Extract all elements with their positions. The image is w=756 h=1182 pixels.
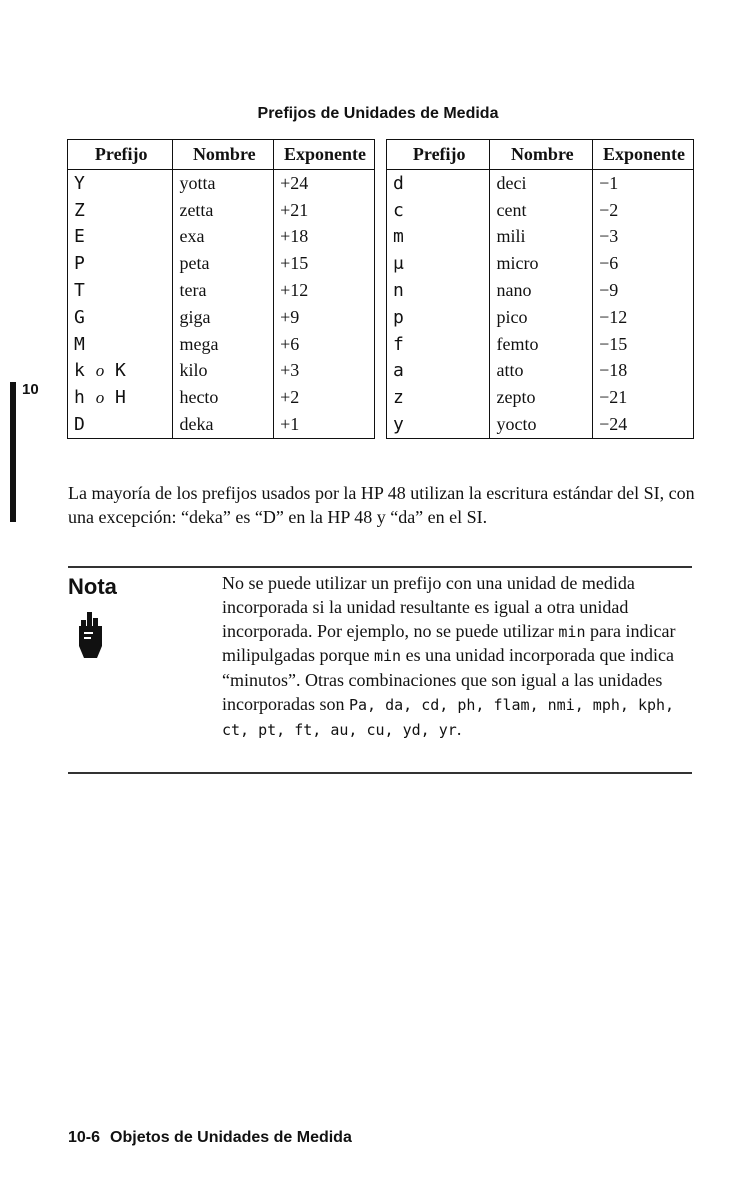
table-row [387,358,694,385]
exponent-cell: −12 [593,304,694,331]
prefix-cell [68,224,173,251]
prefix-cell [68,277,173,304]
prefix-cell [387,358,490,385]
table-row [68,170,375,197]
name-cell: peta [173,250,274,277]
header-exponent: Exponente [274,140,375,170]
prefix-table-positive [67,139,375,439]
prefix-cell [387,331,490,358]
body-paragraph: La mayoría de los prefijos usados por la HP 48 utilizan la escritura estándar del SI, con una excepción: “deka” es “D” en la HP 48 y “da” en el SI. [68,483,695,527]
table-row [68,224,375,251]
exponent-cell: −24 [593,411,694,438]
name-cell: deci [490,170,593,197]
prefix-symbol: k [74,360,85,382]
exponent-cell: −9 [593,277,694,304]
prefix-symbol: G [74,306,85,328]
header-exponent: Exponente [593,140,694,170]
note-text-1: No se puede utilizar un prefijo con una unidad de medida incorporada si la unidad resultante es igual a otra unidad incorporada. Por ejemplo, no se puede utilizar [222,573,635,641]
prefix-symbol: Y [74,172,85,194]
table-header-row [387,140,694,170]
page-footer [68,1129,352,1147]
table-row [387,250,694,277]
name-cell: atto [490,358,593,385]
exponent-cell: −6 [593,250,694,277]
prefix-symbol: μ [393,253,404,275]
name-cell: zepto [490,384,593,411]
exponent-cell: +3 [274,358,375,385]
footer-page-number: 10-6 [68,1129,101,1146]
prefix-or: o [95,361,105,381]
exponent-cell: −15 [593,331,694,358]
name-cell: nano [490,277,593,304]
note-text-2: para indicar milipulgadas porque [222,620,676,666]
prefix-cell [68,250,173,277]
chapter-number: 10 [22,381,39,398]
footer-section-title: Objetos de Unidades de Medida [110,1129,352,1146]
exponent-cell: +18 [274,224,375,251]
name-cell: mega [173,331,274,358]
note-code-min-2: min [373,647,402,666]
table-row [387,224,694,251]
note-text-3: es una unidad incorporada que indica “minutos”. Otras combinaciones que son igual a las unidades incorporadas son [222,645,674,714]
table-row [68,384,375,411]
prefix-table-negative [386,139,694,439]
exponent-cell: −18 [593,358,694,385]
prefix-cell [387,170,490,197]
prefix-or: o [95,388,105,408]
table-row [68,304,375,331]
prefix-cell [387,250,490,277]
prefix-symbol: f [393,333,404,355]
table-row [387,277,694,304]
name-cell: pico [490,304,593,331]
prefix-symbol: y [393,414,404,436]
exponent-cell: +15 [274,250,375,277]
note-text [222,572,692,743]
exponent-cell: +24 [274,170,375,197]
prefix-symbol: h [74,387,85,409]
exponent-cell: −1 [593,170,694,197]
exponent-cell: +21 [274,197,375,224]
prefix-alt-symbol: K [115,360,126,382]
name-cell: giga [173,304,274,331]
prefix-symbol: M [74,333,85,355]
note-code-min: min [558,622,586,641]
prefix-symbol: D [74,414,85,436]
name-cell: exa [173,224,274,251]
name-cell: yocto [490,411,593,438]
exponent-cell: +9 [274,304,375,331]
prefix-symbol: Z [74,199,85,221]
exponent-cell: −2 [593,197,694,224]
hand-pointing-icon [78,612,104,665]
header-prefix: Prefijo [387,140,490,170]
exponent-cell: +6 [274,331,375,358]
table-row [68,331,375,358]
note-code-list: Pa, da, cd, ph, flam, nmi, mph, kph, ct, pt, ft, au, cu, yd, yr [222,695,675,739]
page-title: Prefijos de Unidades de Medida [257,105,499,122]
prefix-alt-symbol: H [115,387,126,409]
note-top-rule [68,566,692,568]
prefix-symbol: d [393,172,404,194]
name-cell: deka [173,411,274,438]
prefix-cell [68,384,173,411]
exponent-cell: +2 [274,384,375,411]
table-row [68,250,375,277]
prefix-cell [387,384,490,411]
prefix-symbol: n [393,280,404,302]
prefix-symbol: m [393,226,404,248]
prefix-cell [68,197,173,224]
prefix-cell [387,197,490,224]
table-row [387,304,694,331]
note-bottom-rule [68,772,692,774]
table-row [68,411,375,438]
prefix-cell [68,304,173,331]
table-row [68,197,375,224]
table-row [387,411,694,438]
table-row [387,170,694,197]
name-cell: cent [490,197,593,224]
name-cell: hecto [173,384,274,411]
prefix-cell [387,304,490,331]
table-header-row [68,140,375,170]
exponent-cell: −3 [593,224,694,251]
header-name: Nombre [490,140,593,170]
table-row [68,358,375,385]
prefix-symbol: a [393,360,404,382]
name-cell: tera [173,277,274,304]
chapter-tab-bar [10,382,16,522]
name-cell: micro [490,250,593,277]
prefix-cell [387,277,490,304]
prefix-symbol: E [74,226,85,248]
table-row [68,277,375,304]
table-row [387,197,694,224]
name-cell: mili [490,224,593,251]
prefix-symbol: P [74,253,85,275]
table-row [387,384,694,411]
prefix-symbol: p [393,306,404,328]
prefix-symbol: z [393,387,404,409]
prefix-cell [387,411,490,438]
table-row [387,331,694,358]
name-cell: yotta [173,170,274,197]
exponent-cell: +12 [274,277,375,304]
prefix-symbol: T [74,280,85,302]
header-prefix: Prefijo [68,140,173,170]
exponent-cell: −21 [593,384,694,411]
header-name: Nombre [173,140,274,170]
name-cell: kilo [173,358,274,385]
note-label: Nota [68,574,117,599]
exponent-cell: +1 [274,411,375,438]
prefix-cell [68,170,173,197]
prefix-cell [68,358,173,385]
prefix-cell [68,411,173,438]
name-cell: femto [490,331,593,358]
name-cell: zetta [173,197,274,224]
prefix-cell [387,224,490,251]
prefix-cell [68,331,173,358]
note-text-4: . [456,718,462,739]
prefix-symbol: c [393,199,404,221]
